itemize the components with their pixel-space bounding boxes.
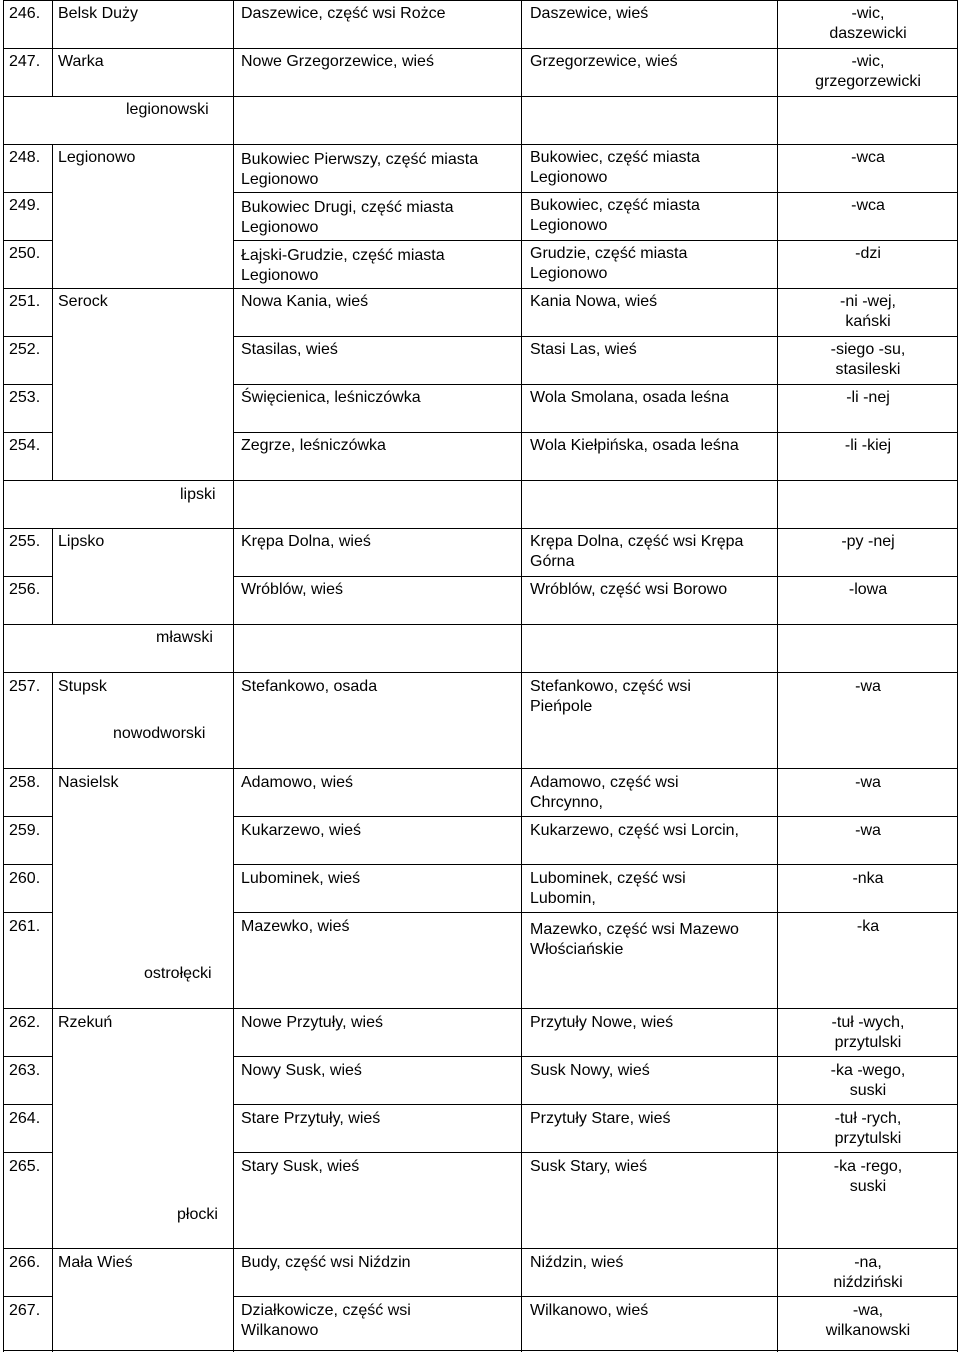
current-name: Nowa Kania, wieś [241,293,369,310]
name-ending: -wa [855,774,881,791]
row-rule [3,144,958,145]
row-rule [233,576,958,577]
row-rule [3,816,52,817]
current-name: Zegrze, leśniczówka [241,437,386,454]
row-number: 249. [9,197,41,214]
rule-top [3,0,958,1]
row-number: 254. [9,437,41,454]
row-rule [3,1104,52,1105]
name-ending: -lowa [848,581,888,598]
proposed-name: Bukowiec, część miasta Legionowo [530,197,700,234]
gmina-name: Stupsk [58,678,107,695]
row-rule [3,912,52,913]
row-number: 257. [9,678,41,695]
powiat-heading: mławski [156,629,213,646]
name-ending: -wic, grzegorzewicki [815,53,921,90]
current-name: Kukarzewo, wieś [241,822,362,839]
proposed-name: Przytuły Stare, wieś [530,1110,671,1127]
row-number: 255. [9,533,41,550]
row-number: 250. [9,245,41,262]
row-rule [3,336,52,337]
proposed-name: Susk Nowy, wieś [530,1062,650,1079]
proposed-name: Susk Stary, wieś [530,1158,648,1175]
name-ending: -ka -rego, suski [833,1158,903,1195]
name-ending: -py -nej [841,533,895,550]
gmina-name: Legionowo [58,149,136,166]
row-rule [233,432,958,433]
name-ending: -ka -wego, suski [830,1062,906,1099]
name-ending: -li -kiej [844,437,892,454]
row-rule [233,384,958,385]
name-ending: -ni -wej, kański [839,293,896,330]
proposed-name: Przytuły Nowe, wieś [530,1014,674,1031]
name-ending: -wa [855,822,881,839]
rule-current [521,0,522,1352]
gmina-name: Rzekuń [58,1014,113,1031]
row-rule [3,1296,52,1297]
row-number: 267. [9,1302,41,1319]
current-name: Bukowiec Drugi, część miasta Legionowo [241,199,454,236]
row-rule [3,240,52,241]
rule-num [52,1248,53,1352]
row-number: 263. [9,1062,41,1079]
current-name: Święcienica, leśniczówka [241,389,421,406]
name-ending: -wa, wilkanowski [825,1302,911,1339]
name-ending: -tuł -wych, przytulski [831,1014,905,1051]
row-rule [3,1248,958,1249]
rule-gmina [233,0,234,1352]
current-name: Budy, część wsi Niździn [241,1254,411,1271]
gmina-name: Mała Wieś [58,1254,133,1271]
current-name: Łajski-Grudzie, część miasta Legionowo [241,247,445,284]
proposed-name: Wola Smolana, osada leśna [530,389,729,406]
proposed-name: Grudzie, część miasta Legionowo [530,245,688,282]
current-name: Stary Susk, wieś [241,1158,360,1175]
current-name: Daszewice, część wsi Rożce [241,5,446,22]
name-ending: -tuł -rych, przytulski [834,1110,902,1147]
row-rule [3,1056,52,1057]
proposed-name: Kania Nowa, wieś [530,293,658,310]
row-rule [233,1056,958,1057]
row-rule [3,864,52,865]
row-rule [233,192,958,193]
proposed-name: Niździn, wieś [530,1254,624,1271]
proposed-name: Stasi Las, wieś [530,341,637,358]
row-rule [233,240,958,241]
gmina-name: Belsk Duży [58,5,139,22]
current-name: Stefankowo, osada [241,678,378,695]
row-rule [3,48,958,49]
current-name: Wróblów, wieś [241,581,343,598]
row-rule [3,768,958,769]
row-rule [3,96,958,97]
current-name: Mazewko, wieś [241,918,350,935]
proposed-name: Krępa Dolna, część wsi Krępa Górna [530,533,744,570]
row-rule [233,1104,958,1105]
rule-num [52,528,53,624]
current-name: Działkowicze, część wsi Wilkanowo [241,1302,411,1339]
proposed-name: Wola Kiełpińska, osada leśna [530,437,739,454]
row-number: 253. [9,389,41,406]
row-rule [233,1152,958,1153]
row-rule [233,1296,958,1297]
row-number: 252. [9,341,41,358]
row-number: 266. [9,1254,41,1271]
row-rule [3,192,52,193]
row-number: 265. [9,1158,41,1175]
proposed-name: Kukarzewo, część wsi Lorcin, [530,822,739,839]
row-rule [3,432,52,433]
powiat-heading: ostrołęcki [144,965,212,982]
current-name: Bukowiec Pierwszy, część miasta Legionowo [241,151,479,188]
name-ending: -ka [856,918,880,935]
row-rule [233,336,958,337]
row-number: 259. [9,822,41,839]
rule-num [52,672,53,1008]
rule-right [957,0,958,1352]
row-number: 248. [9,149,41,166]
current-name: Nowe Grzegorzewice, wieś [241,53,434,70]
powiat-heading: legionowski [126,101,209,118]
row-rule [3,1008,958,1009]
current-name: Lubominek, wieś [241,870,361,887]
gmina-name: Warka [58,53,104,70]
row-number: 256. [9,581,41,598]
row-number: 262. [9,1014,41,1031]
row-rule [3,1152,52,1153]
current-name: Stasilas, wieś [241,341,338,358]
current-name: Krępa Dolna, wieś [241,533,371,550]
name-ending: -na, niździński [833,1254,903,1291]
gmina-name: Nasielsk [58,774,119,791]
row-rule [3,672,958,673]
proposed-name: Mazewko, część wsi Mazewo Włościańskie [530,921,739,958]
gmina-name: Lipsko [58,533,105,550]
row-rule [3,576,52,577]
current-name: Nowe Przytuły, wieś [241,1014,383,1031]
current-name: Stare Przytuły, wieś [241,1110,381,1127]
name-ending: -nka [852,870,884,887]
row-rule [3,480,958,481]
row-number: 258. [9,774,41,791]
row-number: 246. [9,5,41,22]
proposed-name: Wróblów, część wsi Borowo [530,581,728,598]
name-ending: -dzi [855,245,881,262]
powiat-heading: lipski [180,486,216,503]
row-rule [3,384,52,385]
rule-num [52,1008,53,1248]
rule-proposed [777,0,778,1352]
row-rule [233,864,958,865]
row-rule [233,816,958,817]
name-ending: -wa [855,678,881,695]
current-name: Nowy Susk, wieś [241,1062,362,1079]
proposed-name: Bukowiec, część miasta Legionowo [530,149,700,186]
proposed-name: Wilkanowo, wieś [530,1302,649,1319]
proposed-name: Stefankowo, część wsi Pieńpole [530,678,691,715]
name-ending: -wca [851,149,885,166]
rule-left [3,0,4,1352]
row-rule [3,288,958,289]
current-name: Adamowo, wieś [241,774,354,791]
proposed-name: Lubominek, część wsi Lubomin, [530,870,686,907]
rule-num [52,144,53,480]
proposed-name: Daszewice, wieś [530,5,649,22]
row-number: 264. [9,1110,41,1127]
name-ending: -wic, daszewicki [829,5,907,42]
proposed-name: Grzegorzewice, wieś [530,53,678,70]
row-number: 261. [9,918,41,935]
row-number: 247. [9,53,41,70]
powiat-heading: nowodworski [113,725,206,742]
proposed-name: Adamowo, część wsi Chrcynno, [530,774,679,811]
powiat-heading: płocki [177,1206,218,1223]
gmina-name: Serock [58,293,108,310]
name-ending: -li -nej [846,389,890,406]
name-ending: -wca [851,197,885,214]
name-ending: -siego -su, stasileski [830,341,906,378]
row-number: 260. [9,870,41,887]
rule-bottom [3,1350,958,1351]
row-rule [3,624,958,625]
row-rule [233,912,958,913]
row-number: 251. [9,293,41,310]
row-rule [3,528,958,529]
